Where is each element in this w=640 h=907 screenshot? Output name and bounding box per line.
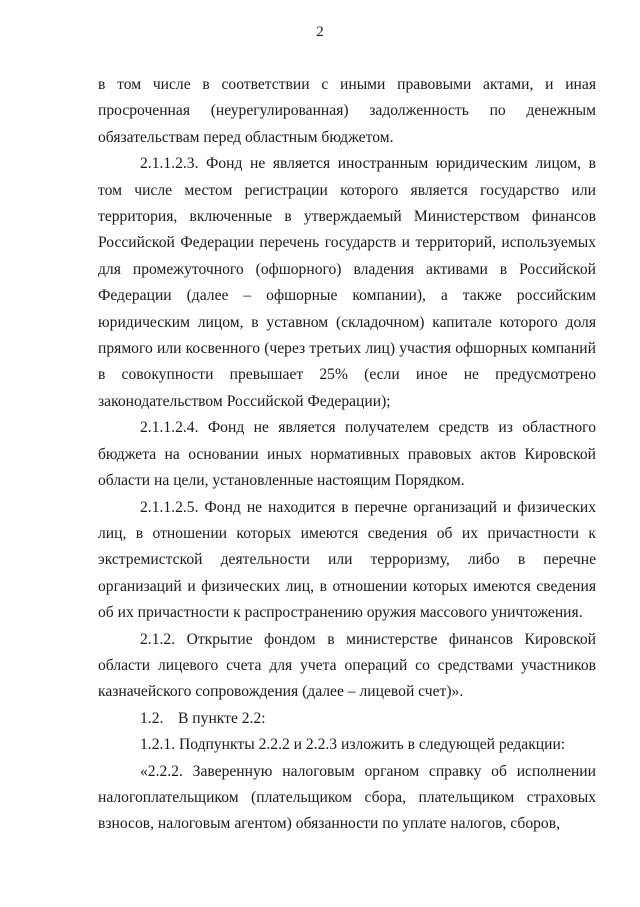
paragraph-continuation: в том числе в соответствии с иными правовыми актами, и иная просроченная (неурегулированная) задолженность по денежным обязательствам перед областным бюджетом. <box>98 76 596 146</box>
paragraph-2-2-2: «2.2.2. Заверенную налоговым органом справку об исполнении налогоплательщиком (плательщиком сбора, плательщиком страховых взносов, налоговым агентом) обязанности по уплате налогов, сборов, <box>98 762 596 833</box>
item-1-2-number: 1.2. <box>140 709 164 727</box>
item-1-2 <box>98 706 596 732</box>
document-body <box>98 72 596 838</box>
paragraph-2-1-1-2-4: 2.1.1.2.4. Фонд не является получателем средств из областного бюджета на основании иных нормативных правовых актов Кировской области на цели, установленные настоящим Порядком. <box>98 419 596 490</box>
paragraph-1-2-1: 1.2.1. Подпункты 2.2.2 и 2.2.3 изложить в следующей редакции: <box>140 736 566 754</box>
page-number: 2 <box>316 24 324 40</box>
paragraph-2-1-2: 2.1.2. Открытие фондом в министерстве финансов Кировской области лицевого счета для учета операций со средствами участников казначейского сопровождения (далее – лицевой счет)». <box>98 630 596 701</box>
paragraph-2-1-1-2-3: 2.1.1.2.3. Фонд не является иностранным юридическим лицом, в том числе местом регистрации которого является государство или территория, включенные в утверждаемый Министерством финансов Российской Федерации перечень государств и территорий, используемых для промежуточного (офшорного) владения активами в Российской Федерации (далее – офшорные компании), а также российским юридическим лицом, в уставном (складочном) капитале которого доля прямого или косвенного (через третьих лиц) участия офшорных компаний в совокупности превышает 25% (если иное не предусмотрено законодательством Российской Федерации); <box>98 155 596 410</box>
item-1-2-text: В пункте 2.2: <box>178 709 266 727</box>
paragraph-2-1-1-2-5: 2.1.1.2.5. Фонд не находится в перечне организаций и физических лиц, в отношении которых имеются сведения об их причастности к экстремистской деятельности или терроризму, либо в перечне организаций и физических лиц, в отношении которых имеются сведения об их причастности к распространению оружия массового уничтожения. <box>98 498 596 622</box>
